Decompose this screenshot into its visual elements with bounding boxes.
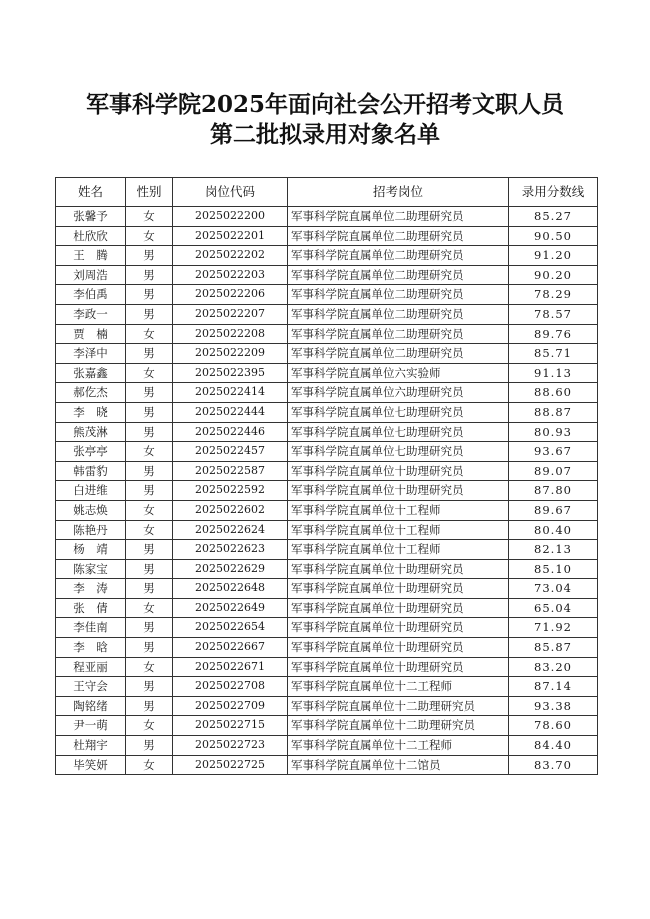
table-row xyxy=(56,618,598,638)
cell-name: 张 倩 xyxy=(56,598,126,618)
cell-position: 军事科学院直属单位十工程师 xyxy=(288,540,509,560)
cell-name: 陶铭绪 xyxy=(56,696,126,716)
cell-position-code: 2025022592 xyxy=(173,481,288,501)
cell-position: 军事科学院直属单位二助理研究员 xyxy=(288,285,509,305)
table-row xyxy=(56,657,598,677)
cell-name: 杨 靖 xyxy=(56,540,126,560)
cell-name: 郝仡杰 xyxy=(56,383,126,403)
cell-gender: 男 xyxy=(126,481,173,501)
cell-name: 李政一 xyxy=(56,304,126,324)
cell-position-code: 2025022654 xyxy=(173,618,288,638)
cell-position-code: 2025022723 xyxy=(173,736,288,756)
table-row xyxy=(56,716,598,736)
cell-position-code: 2025022667 xyxy=(173,638,288,658)
cell-name: 韩雷豹 xyxy=(56,461,126,481)
cell-gender: 男 xyxy=(126,344,173,364)
table-row xyxy=(56,265,598,285)
cell-position: 军事科学院直属单位二助理研究员 xyxy=(288,324,509,344)
cell-position-code: 2025022602 xyxy=(173,500,288,520)
table-row xyxy=(56,344,598,364)
cell-name: 程亚丽 xyxy=(56,657,126,677)
cell-position-code: 2025022649 xyxy=(173,598,288,618)
cell-position-code: 2025022414 xyxy=(173,383,288,403)
cell-score: 85.10 xyxy=(509,559,598,579)
cell-position: 军事科学院直属单位十助理研究员 xyxy=(288,481,509,501)
cell-name: 尹一萌 xyxy=(56,716,126,736)
cell-name: 王 腾 xyxy=(56,246,126,266)
cell-position: 军事科学院直属单位十助理研究员 xyxy=(288,461,509,481)
cell-gender: 女 xyxy=(126,716,173,736)
cell-gender: 男 xyxy=(126,618,173,638)
cell-gender: 男 xyxy=(126,246,173,266)
cell-name: 白进维 xyxy=(56,481,126,501)
cell-score: 90.50 xyxy=(509,226,598,246)
cell-score: 89.67 xyxy=(509,500,598,520)
cell-position: 军事科学院直属单位二助理研究员 xyxy=(288,207,509,227)
table-row xyxy=(56,226,598,246)
table-row xyxy=(56,736,598,756)
cell-name: 杜欣欣 xyxy=(56,226,126,246)
cell-name: 李泽中 xyxy=(56,344,126,364)
cell-name: 毕笑妍 xyxy=(56,755,126,775)
cell-score: 73.04 xyxy=(509,579,598,599)
cell-position-code: 2025022206 xyxy=(173,285,288,305)
cell-position-code: 2025022629 xyxy=(173,559,288,579)
cell-gender: 女 xyxy=(126,324,173,344)
cell-gender: 女 xyxy=(126,755,173,775)
cell-name: 姚志焕 xyxy=(56,500,126,520)
table-row xyxy=(56,304,598,324)
header-position: 招考岗位 xyxy=(288,178,509,207)
cell-position: 军事科学院直属单位十二工程师 xyxy=(288,736,509,756)
cell-gender: 女 xyxy=(126,226,173,246)
table-row xyxy=(56,383,598,403)
cell-name: 张馨予 xyxy=(56,207,126,227)
table-row xyxy=(56,422,598,442)
cell-gender: 女 xyxy=(126,520,173,540)
cell-gender: 男 xyxy=(126,402,173,422)
cell-score: 83.70 xyxy=(509,755,598,775)
cell-position-code: 2025022202 xyxy=(173,246,288,266)
table-row xyxy=(56,402,598,422)
cell-gender: 男 xyxy=(126,461,173,481)
cell-name: 李 晗 xyxy=(56,638,126,658)
cell-name: 陈艳丹 xyxy=(56,520,126,540)
table-body xyxy=(56,207,598,775)
cell-score: 88.87 xyxy=(509,402,598,422)
cell-score: 80.93 xyxy=(509,422,598,442)
table-row xyxy=(56,500,598,520)
cell-score: 78.60 xyxy=(509,716,598,736)
cell-position: 军事科学院直属单位二助理研究员 xyxy=(288,265,509,285)
cell-position: 军事科学院直属单位二助理研究员 xyxy=(288,304,509,324)
table-row xyxy=(56,207,598,227)
cell-position-code: 2025022201 xyxy=(173,226,288,246)
cell-gender: 女 xyxy=(126,500,173,520)
cell-position-code: 2025022648 xyxy=(173,579,288,599)
cell-name: 李佳南 xyxy=(56,618,126,638)
cell-score: 91.20 xyxy=(509,246,598,266)
cell-name: 李 晓 xyxy=(56,402,126,422)
table-row xyxy=(56,246,598,266)
cell-position: 军事科学院直属单位十助理研究员 xyxy=(288,657,509,677)
cell-name: 张嘉鑫 xyxy=(56,363,126,383)
table-row xyxy=(56,442,598,462)
document-title-line-1: 军事科学院2025年面向社会公开招考文职人员 xyxy=(85,91,564,118)
cell-position-code: 2025022457 xyxy=(173,442,288,462)
cell-position: 军事科学院直属单位十二助理研究员 xyxy=(288,716,509,736)
cell-score: 90.20 xyxy=(509,265,598,285)
cell-name: 李伯禹 xyxy=(56,285,126,305)
header-name: 姓名 xyxy=(56,178,126,207)
table-row xyxy=(56,755,598,775)
cell-gender: 男 xyxy=(126,696,173,716)
cell-score: 93.67 xyxy=(509,442,598,462)
table-row xyxy=(56,559,598,579)
cell-position: 军事科学院直属单位二助理研究员 xyxy=(288,226,509,246)
cell-score: 65.04 xyxy=(509,598,598,618)
cell-position-code: 2025022709 xyxy=(173,696,288,716)
table-header-row xyxy=(56,178,598,207)
cell-position: 军事科学院直属单位十助理研究员 xyxy=(288,638,509,658)
cell-position-code: 2025022725 xyxy=(173,755,288,775)
cell-position-code: 2025022200 xyxy=(173,207,288,227)
cell-position-code: 2025022207 xyxy=(173,304,288,324)
table-row xyxy=(56,677,598,697)
table-row xyxy=(56,285,598,305)
cell-score: 93.38 xyxy=(509,696,598,716)
cell-position: 军事科学院直属单位十二助理研究员 xyxy=(288,696,509,716)
cell-position: 军事科学院直属单位十助理研究员 xyxy=(288,579,509,599)
cell-name: 李 涛 xyxy=(56,579,126,599)
cell-position-code: 2025022208 xyxy=(173,324,288,344)
cell-gender: 女 xyxy=(126,207,173,227)
cell-score: 85.87 xyxy=(509,638,598,658)
table-row xyxy=(56,579,598,599)
cell-score: 83.20 xyxy=(509,657,598,677)
cell-score: 78.29 xyxy=(509,285,598,305)
cell-gender: 女 xyxy=(126,363,173,383)
table-row xyxy=(56,461,598,481)
cell-score: 87.14 xyxy=(509,677,598,697)
cell-score: 84.40 xyxy=(509,736,598,756)
cell-position-code: 2025022623 xyxy=(173,540,288,560)
cell-gender: 女 xyxy=(126,598,173,618)
table-row xyxy=(56,481,598,501)
cell-position: 军事科学院直属单位六助理研究员 xyxy=(288,383,509,403)
cell-name: 贾 楠 xyxy=(56,324,126,344)
cell-score: 87.80 xyxy=(509,481,598,501)
cell-position-code: 2025022395 xyxy=(173,363,288,383)
table-row xyxy=(56,598,598,618)
table-row xyxy=(56,540,598,560)
cell-name: 陈家宝 xyxy=(56,559,126,579)
header-position-code: 岗位代码 xyxy=(173,178,288,207)
cell-gender: 男 xyxy=(126,383,173,403)
cell-name: 熊茂淋 xyxy=(56,422,126,442)
cell-score: 85.71 xyxy=(509,344,598,364)
cell-position: 军事科学院直属单位十二馆员 xyxy=(288,755,509,775)
cell-score: 82.13 xyxy=(509,540,598,560)
cell-score: 71.92 xyxy=(509,618,598,638)
cell-score: 78.57 xyxy=(509,304,598,324)
admission-list-table xyxy=(55,177,598,775)
cell-position-code: 2025022209 xyxy=(173,344,288,364)
cell-position: 军事科学院直属单位十二工程师 xyxy=(288,677,509,697)
cell-name: 杜翔宇 xyxy=(56,736,126,756)
cell-position: 军事科学院直属单位十工程师 xyxy=(288,520,509,540)
table-row xyxy=(56,324,598,344)
cell-score: 91.13 xyxy=(509,363,598,383)
cell-position: 军事科学院直属单位七助理研究员 xyxy=(288,402,509,422)
cell-position-code: 2025022708 xyxy=(173,677,288,697)
cell-position-code: 2025022671 xyxy=(173,657,288,677)
cell-gender: 男 xyxy=(126,285,173,305)
cell-gender: 女 xyxy=(126,442,173,462)
cell-score: 85.27 xyxy=(509,207,598,227)
cell-position: 军事科学院直属单位七助理研究员 xyxy=(288,422,509,442)
cell-gender: 男 xyxy=(126,422,173,442)
header-score: 录用分数线 xyxy=(509,178,598,207)
cell-score: 80.40 xyxy=(509,520,598,540)
cell-position-code: 2025022624 xyxy=(173,520,288,540)
cell-position: 军事科学院直属单位十助理研究员 xyxy=(288,618,509,638)
cell-score: 89.76 xyxy=(509,324,598,344)
cell-gender: 男 xyxy=(126,579,173,599)
table-row xyxy=(56,638,598,658)
cell-position-code: 2025022587 xyxy=(173,461,288,481)
cell-score: 88.60 xyxy=(509,383,598,403)
cell-position-code: 2025022715 xyxy=(173,716,288,736)
cell-position: 军事科学院直属单位六实验师 xyxy=(288,363,509,383)
cell-position: 军事科学院直属单位十助理研究员 xyxy=(288,559,509,579)
cell-position: 军事科学院直属单位十助理研究员 xyxy=(288,598,509,618)
cell-position-code: 2025022446 xyxy=(173,422,288,442)
cell-name: 王守会 xyxy=(56,677,126,697)
cell-position: 军事科学院直属单位七助理研究员 xyxy=(288,442,509,462)
table-row xyxy=(56,520,598,540)
cell-position: 军事科学院直属单位二助理研究员 xyxy=(288,246,509,266)
cell-position: 军事科学院直属单位十工程师 xyxy=(288,500,509,520)
cell-gender: 男 xyxy=(126,540,173,560)
cell-gender: 男 xyxy=(126,736,173,756)
cell-position-code: 2025022444 xyxy=(173,402,288,422)
cell-name: 张亭亭 xyxy=(56,442,126,462)
cell-gender: 男 xyxy=(126,265,173,285)
cell-gender: 女 xyxy=(126,657,173,677)
table-row xyxy=(56,696,598,716)
header-gender: 性别 xyxy=(126,178,173,207)
cell-position: 军事科学院直属单位二助理研究员 xyxy=(288,344,509,364)
cell-gender: 男 xyxy=(126,638,173,658)
cell-gender: 男 xyxy=(126,304,173,324)
table-row xyxy=(56,363,598,383)
cell-name: 刘周浩 xyxy=(56,265,126,285)
cell-score: 89.07 xyxy=(509,461,598,481)
cell-gender: 男 xyxy=(126,559,173,579)
cell-position-code: 2025022203 xyxy=(173,265,288,285)
document-title-line-2: 第二批拟录用对象名单 xyxy=(210,121,440,148)
cell-gender: 男 xyxy=(126,677,173,697)
